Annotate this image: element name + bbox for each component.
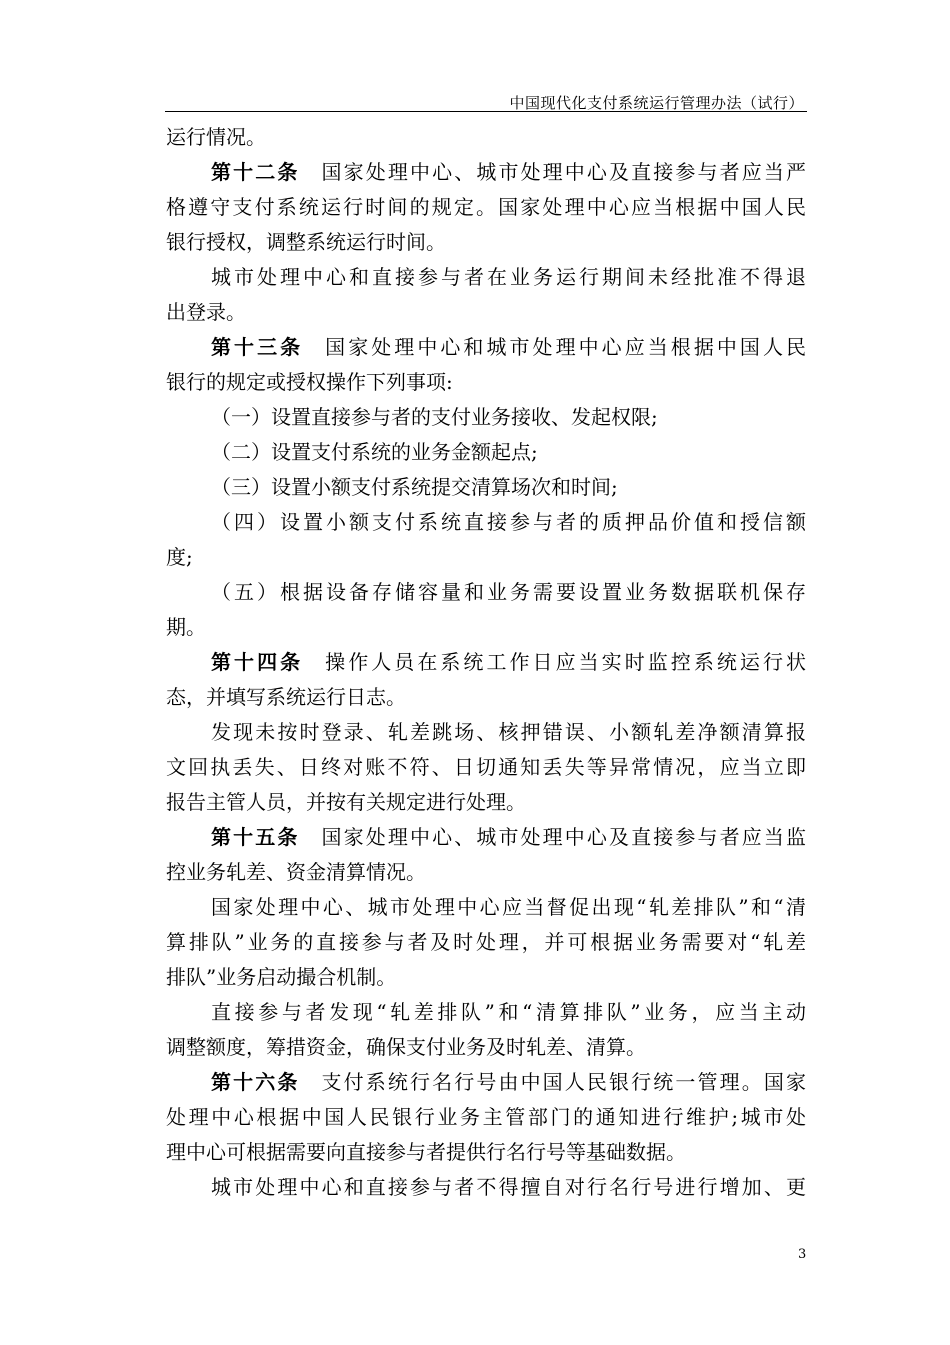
line-text: 文回执丢失、日终对账不符、日切通知丢失等异常情况，应当立即: [166, 755, 806, 779]
text-line: [166, 1170, 806, 1205]
text-line: [166, 155, 806, 190]
line-text: 格遵守支付系统运行时间的规定。国家处理中心应当根据中国人民: [166, 195, 806, 219]
line-text: （三）设置小额支付系统提交清算场次和时间;: [211, 475, 618, 499]
line-text: 国家处理中心、城市处理中心应当督促出现“轧差排队”和“清: [211, 895, 806, 919]
line-text: 城市处理中心和直接参与者在业务运行期间未经批准不得退: [211, 265, 806, 289]
line-text: 报告主管人员，并按有关规定进行处理。: [166, 790, 526, 814]
line-text: 国家处理中心、城市处理中心及直接参与者应当严: [321, 160, 807, 184]
line-text: 发现未按时登录、轧差跳场、核押错误、小额轧差净额清算报: [211, 720, 806, 744]
line-text: 排队”业务启动撮合机制。: [166, 965, 397, 989]
line-text: 度;: [166, 545, 193, 569]
text-line: [166, 925, 806, 960]
line-text: （五）根据设备存储容量和业务需要设置业务数据联机保存: [211, 580, 806, 604]
line-text: 调整额度，筹措资金，确保支付业务及时轧差、清算。: [166, 1035, 646, 1059]
text-line: [166, 295, 806, 330]
text-line: [166, 1100, 806, 1135]
line-text: 期。: [166, 615, 206, 639]
text-line: [166, 1030, 806, 1065]
text-line: [166, 610, 806, 645]
text-line: [166, 120, 806, 155]
text-line: [166, 820, 806, 855]
line-text: 处理中心根据中国人民银行业务主管部门的通知进行维护;城市处: [166, 1105, 806, 1129]
text-line: [166, 330, 806, 365]
text-line: [166, 540, 806, 575]
article-heading: 第十四条: [211, 650, 304, 674]
article-heading: 第十五条: [211, 825, 300, 849]
text-line: [166, 505, 806, 540]
running-header: 中国现代化支付系统运行管理办法（试行）: [509, 94, 804, 112]
line-text: 态，并填写系统运行日志。: [166, 685, 406, 709]
line-text: 直接参与者发现“轧差排队”和“清算排队”业务，应当主动: [211, 1000, 806, 1024]
line-text: 国家处理中心、城市处理中心及直接参与者应当监: [321, 825, 807, 849]
line-text: （二）设置支付系统的业务金额起点;: [211, 440, 538, 464]
text-line: [166, 680, 806, 715]
article-heading: 第十二条: [211, 160, 300, 184]
text-line: [166, 960, 806, 995]
line-text: 运行情况。: [166, 125, 266, 149]
text-line: [166, 1135, 806, 1170]
text-line: [166, 400, 806, 435]
text-line: [166, 785, 806, 820]
text-line: [166, 190, 806, 225]
text-line: [166, 645, 806, 680]
line-text: 出登录。: [166, 300, 246, 324]
text-line: [166, 715, 806, 750]
line-text: 银行的规定或授权操作下列事项:: [166, 370, 453, 394]
text-line: [166, 750, 806, 785]
line-text: 国家处理中心和城市处理中心应当根据中国人民: [325, 335, 807, 359]
text-line: [166, 995, 806, 1030]
text-line: [166, 435, 806, 470]
text-line: [166, 260, 806, 295]
body-text: [166, 120, 806, 1205]
line-text: 城市处理中心和直接参与者不得擅自对行名行号进行增加、更: [211, 1175, 806, 1199]
text-line: [166, 855, 806, 890]
line-text: 理中心可根据需要向直接参与者提供行名行号等基础数据。: [166, 1140, 686, 1164]
text-line: [166, 470, 806, 505]
text-line: [166, 225, 806, 260]
line-text: （一）设置直接参与者的支付业务接收、发起权限;: [211, 405, 658, 429]
line-text: 控业务轧差、资金清算情况。: [166, 860, 426, 884]
line-text: 操作人员在系统工作日应当实时监控系统运行状: [325, 650, 807, 674]
article-heading: 第十三条: [211, 335, 304, 359]
text-line: [166, 365, 806, 400]
text-line: [166, 575, 806, 610]
article-heading: 第十六条: [211, 1070, 300, 1094]
line-text: 算排队”业务的直接参与者及时处理，并可根据业务需要对“轧差: [166, 930, 806, 954]
line-text: 银行授权，调整系统运行时间。: [166, 230, 446, 254]
line-text: （四）设置小额支付系统直接参与者的质押品价值和授信额: [211, 510, 806, 534]
header-rule: [165, 111, 807, 112]
page-number: 3: [798, 1247, 807, 1262]
text-line: [166, 890, 806, 925]
text-line: [166, 1065, 806, 1100]
line-text: 支付系统行名行号由中国人民银行统一管理。国家: [321, 1070, 807, 1094]
